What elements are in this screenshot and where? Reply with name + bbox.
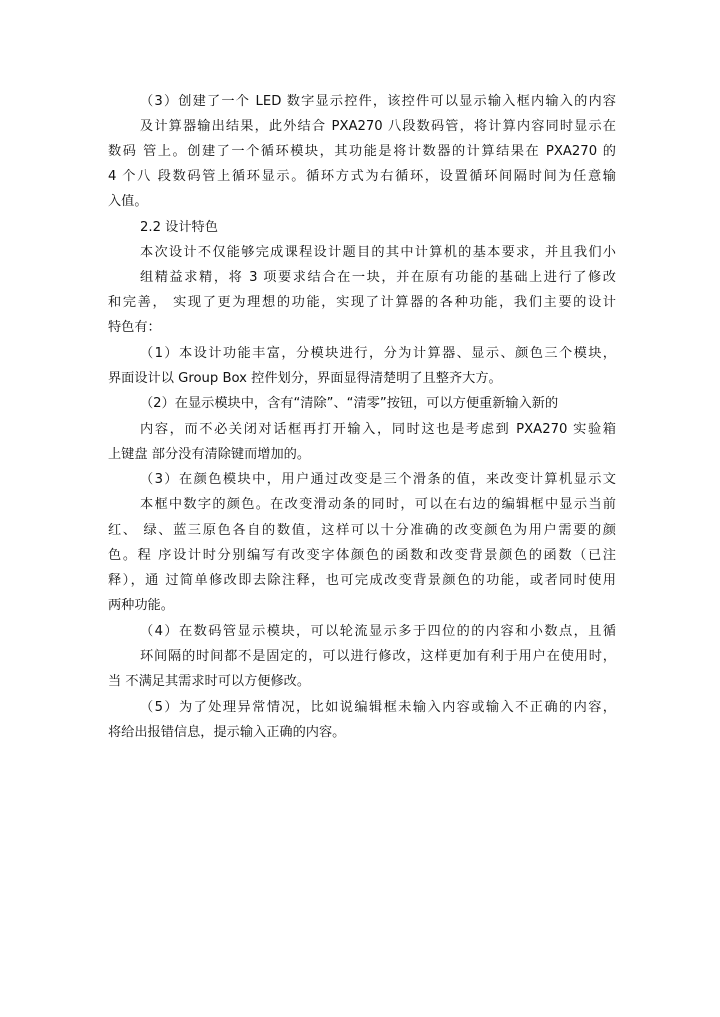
paragraph-line: 界面设计以 Group Box 控件划分，界面显得清楚明了且整齐大方。 [108, 371, 502, 386]
paragraph-line: 红、 绿、蓝三原色各自的数值，这样可以十分准确的改变颜色为用户需要的颜 [108, 523, 616, 538]
paragraph-line: 及计算器输出结果，此外结合 PXA270 八段数码管，将计算内容同时显示在 [140, 119, 616, 134]
paragraph-line: 和完善， 实现了更为理想的功能，实现了计算器的各种功能，我们主要的设计 [108, 295, 616, 310]
paragraph-line: 两种功能。 [108, 598, 174, 613]
paragraph-line: 环间隔的时间都不是固定的，可以进行修改，这样更加有利于用户在使用时， [140, 649, 616, 664]
paragraph-line: 4 个八 段数码管上循环显示。循环方式为右循环，设置循环间隔时间为任意输 [108, 169, 616, 184]
section-heading: 2.2 设计特色 [140, 220, 218, 235]
paragraph-line: （3）在颜色模块中，用户通过改变是三个滑条的值，来改变计算机显示文 [140, 472, 616, 487]
paragraph-line: 将给出报错信息，提示输入正确的内容。 [108, 725, 346, 740]
paragraph-line: （3）创建了一个 LED 数字显示控件，该控件可以显示输入框内输入的内容 [140, 94, 616, 109]
paragraph-line: （5）为了处理异常情况，比如说编辑框未输入内容或输入不正确的内容， [140, 700, 616, 715]
paragraph-line: 当 不满足其需求时可以方便修改。 [108, 674, 311, 689]
paragraph-line: 色。程 序设计时分别编写有改变字体颜色的函数和改变背景颜色的函数（已注 [108, 548, 616, 563]
paragraph-line: 特色有： [108, 320, 161, 335]
paragraph-line: （2）在显示模块中，含有“清除”、“清零”按钮，可以方便重新输入新的 [140, 396, 559, 411]
paragraph-line: 内容，而不必关闭对话框再打开输入，同时这也是考虑到 PXA270 实验箱 [140, 422, 616, 437]
paragraph-line: 组精益求精，将 3 项要求结合在一块，并在原有功能的基础上进行了修改 [140, 270, 616, 285]
paragraph-line: 入值。 [108, 194, 148, 209]
paragraph-line: 释），通 过简单修改即去除注释，也可完成改变背景颜色的功能，或者同时使用 [108, 573, 616, 588]
paragraph-line: 数码 管上。创建了一个循环模块，其功能是将计数器的计算结果在 PXA270 的 [108, 144, 616, 159]
paragraph-line: （4）在数码管显示模块，可以轮流显示多于四位的的内容和小数点，且循 [140, 624, 616, 639]
paragraph-line: （1）本设计功能丰富，分模块进行，分为计算器、显示、颜色三个模块， [140, 346, 616, 361]
paragraph-line: 本次设计不仅能够完成课程设计题目的其中计算机的基本要求，并且我们小 [140, 245, 616, 260]
paragraph-line: 本框中数字的颜色。在改变滑动条的同时，可以在右边的编辑框中显示当前 [140, 497, 616, 512]
paragraph-line: 上键盘 部分没有清除键而增加的。 [108, 447, 311, 462]
